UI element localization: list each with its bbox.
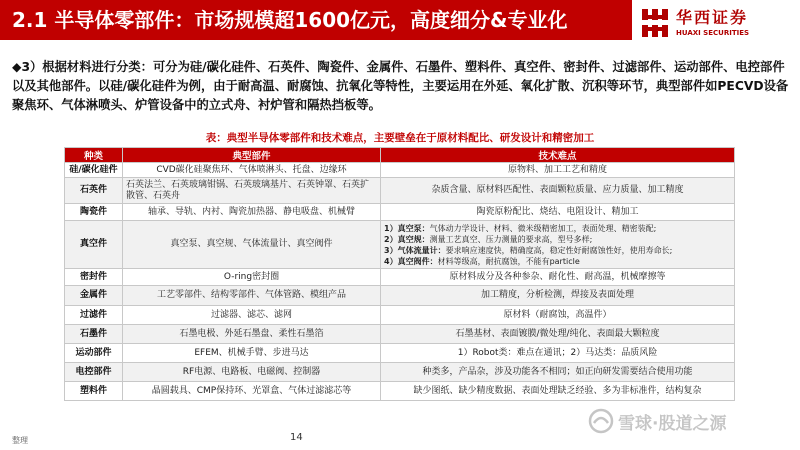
row-difficulty: 陶瓷原粉配比、烧结、电阻设计、精加工 bbox=[381, 204, 735, 221]
intro-lead: ◆3）根据材料进行分类： bbox=[12, 60, 153, 74]
header-difficulty: 技术难点 bbox=[381, 148, 735, 163]
flowmeter-note: 3）气体流量计：要求响应速度快，精确度高，稳定性好耐腐蚀性好，使用寿命长; bbox=[384, 245, 673, 255]
snowball-icon bbox=[588, 408, 614, 434]
row-category: 陶瓷件 bbox=[65, 204, 123, 221]
row-category: 石英件 bbox=[65, 178, 123, 204]
table-row bbox=[65, 204, 735, 221]
row-difficulty: 种类多，产品杂，涉及功能各不相同；如正向研发需要结合使用功能 bbox=[381, 363, 735, 382]
row-category: 过滤件 bbox=[65, 306, 123, 325]
footer-source: 整理 bbox=[12, 436, 28, 445]
huaxi-logo-icon bbox=[640, 7, 670, 39]
header-parts: 典型部件 bbox=[123, 148, 381, 163]
row-category: 金属件 bbox=[65, 286, 123, 306]
vacuum-pump-note: 1）真空泵：气体动力学设计、材料、微米级精密加工，表面处理、精密装配; bbox=[384, 223, 657, 233]
row-parts: 轴承、导轨、内衬、陶瓷加热器、静电吸盘、机械臂 bbox=[123, 204, 381, 221]
page-number: 14 bbox=[290, 432, 303, 443]
row-difficulty: 原材料成分及各种参杂、耐化性、耐高温，机械摩擦等 bbox=[381, 269, 735, 286]
table-row bbox=[65, 344, 735, 363]
row-parts: 石英法兰、石英玻璃钳锅、石英玻璃基片、石英钟罩、石英扩散管、石英舟 bbox=[123, 178, 381, 204]
row-parts: O-ring密封圈 bbox=[123, 269, 381, 286]
company-logo bbox=[640, 4, 795, 42]
row-category: 石墨件 bbox=[65, 325, 123, 344]
row-difficulty: 加工精度，分析检测，焊接及表面处理 bbox=[381, 286, 735, 306]
table-row bbox=[65, 306, 735, 325]
table-row bbox=[65, 178, 735, 204]
watermark-text: 雪球·股道之源 bbox=[618, 413, 727, 434]
table-row bbox=[65, 325, 735, 344]
table-caption: 表：典型半导体零部件和技术难点，主要壁垒在于原材料配比、研发设计和精密加工 bbox=[205, 132, 595, 144]
table-row bbox=[65, 269, 735, 286]
row-category: 塑料件 bbox=[65, 382, 123, 401]
table-row bbox=[65, 363, 735, 382]
logo-name-en: HUAXI SECURITIES bbox=[676, 29, 750, 37]
row-category: 电控部件 bbox=[65, 363, 123, 382]
row-parts: EFEM、机械手臂、步进马达 bbox=[123, 344, 381, 363]
row-category: 真空件 bbox=[65, 221, 123, 269]
components-table bbox=[64, 147, 735, 401]
table-row bbox=[65, 382, 735, 401]
page-title: 2.1 半导体零部件：市场规模超1600亿元，高度细分&专业化 bbox=[0, 0, 632, 40]
table-row bbox=[65, 221, 735, 269]
row-difficulty bbox=[381, 221, 735, 269]
row-difficulty: 缺少图纸、缺少精度数据、表面处理缺乏经验、多为非标准件，结构复杂 bbox=[381, 382, 735, 401]
row-difficulty: 1）Robot类：难点在通讯；2）马达类：品质风险 bbox=[381, 344, 735, 363]
row-difficulty: 杂质含量、原材料匹配性、表面颗粒质量、应力质量、加工精度 bbox=[381, 178, 735, 204]
row-parts: 过滤器、滤芯、滤网 bbox=[123, 306, 381, 325]
intro-paragraph bbox=[12, 58, 794, 115]
row-category: 密封件 bbox=[65, 269, 123, 286]
row-parts: 真空泵、真空规、气体流量计、真空阀件 bbox=[123, 221, 381, 269]
row-category: 运动部件 bbox=[65, 344, 123, 363]
row-parts: 工艺零部件、结构零部件、气体管路、模组产品 bbox=[123, 286, 381, 306]
vacuum-valve-note: 4）真空阀件：材料等级高，耐抗腐蚀，不能有particle bbox=[384, 256, 580, 266]
table-row bbox=[65, 286, 735, 306]
intro-text: 可分为硅/碳化硅件、石英件、陶瓷件、金属件、石墨件、塑料件、真空件、密封件、过滤部件、运动部件、电控部件以及其他部件。以硅/碳化硅件为例，由于耐高温、耐腐蚀、抗氧化等特性，主要运用在外延、氧化扩散、沉积等环节，典型部件如PECVD设备聚焦环、气体淋喷头、炉管设备中的立式舟、衬炉管和隔热挡板等。 bbox=[12, 60, 789, 112]
row-difficulty: 原物料、加工工艺和精度 bbox=[381, 163, 735, 178]
header-category: 种类 bbox=[65, 148, 123, 163]
vacuum-gauge-note: 2）真空规：测量工艺真空、压力测量的要求高，型号多样; bbox=[384, 234, 593, 244]
logo-name-cn: 华西证券 bbox=[676, 8, 749, 27]
table-header-row bbox=[65, 148, 735, 163]
row-parts: 石墨电极、外延石墨盘、柔性石墨箔 bbox=[123, 325, 381, 344]
table-row bbox=[65, 163, 735, 178]
row-parts: CVD碳化硅聚焦环、气体喷淋头、托盘、边缘环 bbox=[123, 163, 381, 178]
row-difficulty: 石墨基材、表面镀膜/微处理/纯化、表面最大颗粒度 bbox=[381, 325, 735, 344]
row-category: 硅/碳化硅件 bbox=[65, 163, 123, 178]
row-parts: 晶圆载具、CMP保持环、光罩盒、气体过滤滤芯等 bbox=[123, 382, 381, 401]
row-parts: RF电源、电路板、电磁阀、控制器 bbox=[123, 363, 381, 382]
row-difficulty: 原材料（耐腐蚀，高温件） bbox=[381, 306, 735, 325]
watermark bbox=[588, 408, 726, 434]
